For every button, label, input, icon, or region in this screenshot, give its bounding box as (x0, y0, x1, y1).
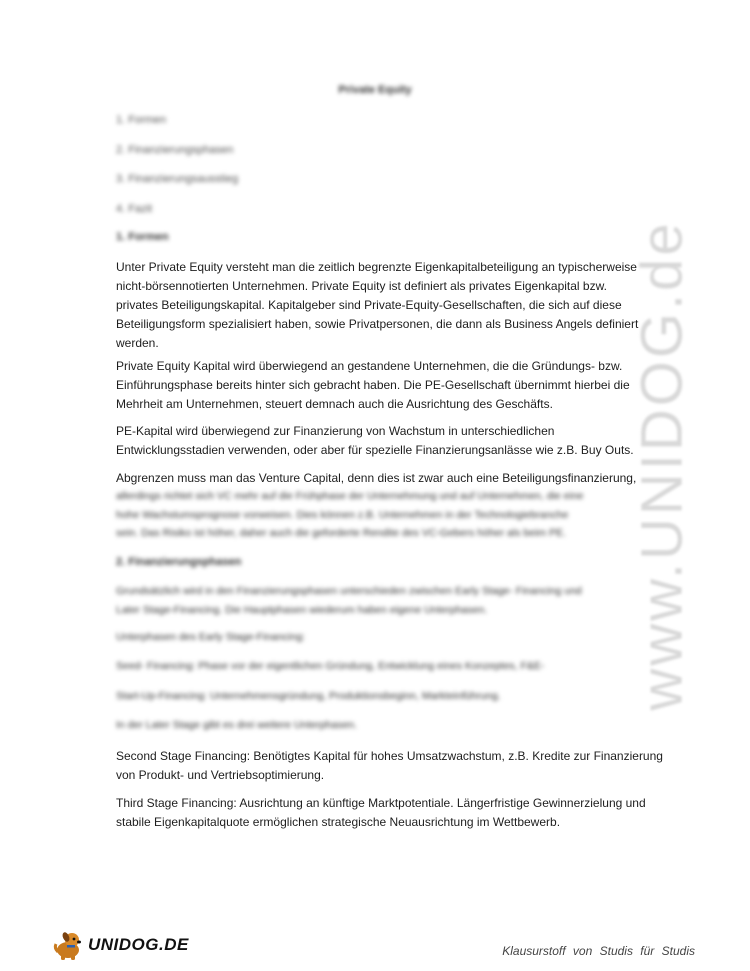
text-line: allerdings richtet sich VC mehr auf die Frühphase der Unternehmung und auf Unternehmen, die eine (116, 490, 584, 502)
text-line: Beteiligungsform spezialisiert haben, sowie Privatpersonen, die dann als Business Angels definiert (116, 317, 639, 331)
footer-slogan: Klausurstoff von Studis für Studis (502, 944, 695, 958)
text-line: Entwicklungsstadien verwenden, oder aber für spezielle Finanzierungsanlässe wie z.B. Buy Outs. (116, 443, 634, 457)
blurred-intro (116, 582, 636, 619)
document-title: Private Equity (338, 84, 412, 96)
text-line: Unter Private Equity versteht man die zeitlich begrenzte Eigenkapitalbeteiligung an typischerweise (116, 260, 637, 274)
table-of-contents (116, 112, 238, 230)
text-line: Einführungsphase bereits hinter sich gebracht haben. Die PE-Gesellschaft übernimmt hierbei die (116, 378, 630, 392)
dog-icon (52, 928, 86, 962)
text-line: Third Stage Financing: Ausrichtung an künftige Marktpotentiale. Längerfristige Gewinnerzielung und (116, 796, 646, 810)
unidog-logo (52, 928, 189, 962)
toc-item: 3. Finanzierungsausstieg (116, 173, 239, 185)
paragraph-wachstum (116, 422, 636, 460)
blurred-line: In der Later Stage gibt es drei weitere Unterphasen. (116, 719, 358, 731)
paragraph-third-stage (116, 794, 646, 832)
paragraph-venture-capital (116, 469, 636, 488)
watermark-text: www.UNIDOG.de (629, 219, 695, 711)
blurred-line: Unterphasen des Early Stage-Financing: (116, 631, 306, 643)
text-line: werden. (116, 336, 159, 350)
text-line: hohe Wachstumsprognose vorweisen. Dies können z.B. Unternehmen in der Technologiebranche (116, 508, 569, 521)
paragraph-intro (116, 258, 639, 353)
text-line: Mehrheit am Unternehmen, steuert demnach auch die Ausrichtung des Geschäfts. (116, 397, 553, 411)
toc-item: 2. Finanzierungsphasen (116, 143, 234, 156)
logo-text: UNIDOG.DE (88, 935, 189, 954)
text-line: Grundsätzlich wird in den Finanzierungsphasen unterschieden zwischen Early Stage- Financing und (116, 585, 582, 597)
text-line: von Produkt- und Vertriebsoptimierung. (116, 768, 325, 782)
text-line: Private Equity Kapital wird überwiegend an gestandene Unternehmen, die die Gründungs- bzw. (116, 359, 623, 373)
text-line: stabile Eigenkapitalquote ermöglichen strategische Neuausrichtung im Wettbewerb. (116, 815, 561, 829)
blurred-paragraph (116, 487, 636, 543)
text-line: nicht-börsennotierten Unternehmen. Private Equity ist definiert als privates Eigenkapital bzw. (116, 279, 607, 293)
paragraph-second-stage (116, 747, 663, 785)
text-line: Abgrenzen muss man das Venture Capital, denn dies ist zwar auch eine Beteiligungsfinanzierung, (116, 471, 637, 485)
blurred-line: Seed- Financing: Phase vor der eigentlichen Gründung, Entwicklung eines Konzeptes, F&E- (116, 660, 545, 672)
text-line: PE-Kapital wird überwiegend zur Finanzierung von Wachstum in unterschiedlichen (116, 424, 555, 438)
text-line: sein. Das Risiko ist höher, daher auch die geforderte Rendite des VC-Gebers höher als beim PE. (116, 527, 566, 539)
toc-item: 4. Fazit (116, 202, 153, 215)
paragraph-pe-kapital (116, 357, 636, 414)
blurred-line: Start-Up-Financing: Unternehmensgründung, Produktionsbeginn, Markteinführung. (116, 690, 501, 702)
toc-item: 1. Formen (116, 114, 167, 126)
section-heading-finanzierungsphasen: 2. Finanzierungsphasen (116, 556, 242, 568)
text-line: Later Stage-Financing. Die Hauptphasen wiederum haben eigene Unterphasen. (116, 603, 488, 616)
section-heading-formen: 1. Formen (116, 231, 169, 243)
text-line: Second Stage Financing: Benötigtes Kapital für hohes Umsatzwachstum, z.B. Kredite zur Finanzierung (116, 749, 663, 763)
text-line: privates Beteiligungskapital. Kapitalgeber sind Private-Equity-Gesellschaften, die sich auf diese (116, 298, 622, 312)
